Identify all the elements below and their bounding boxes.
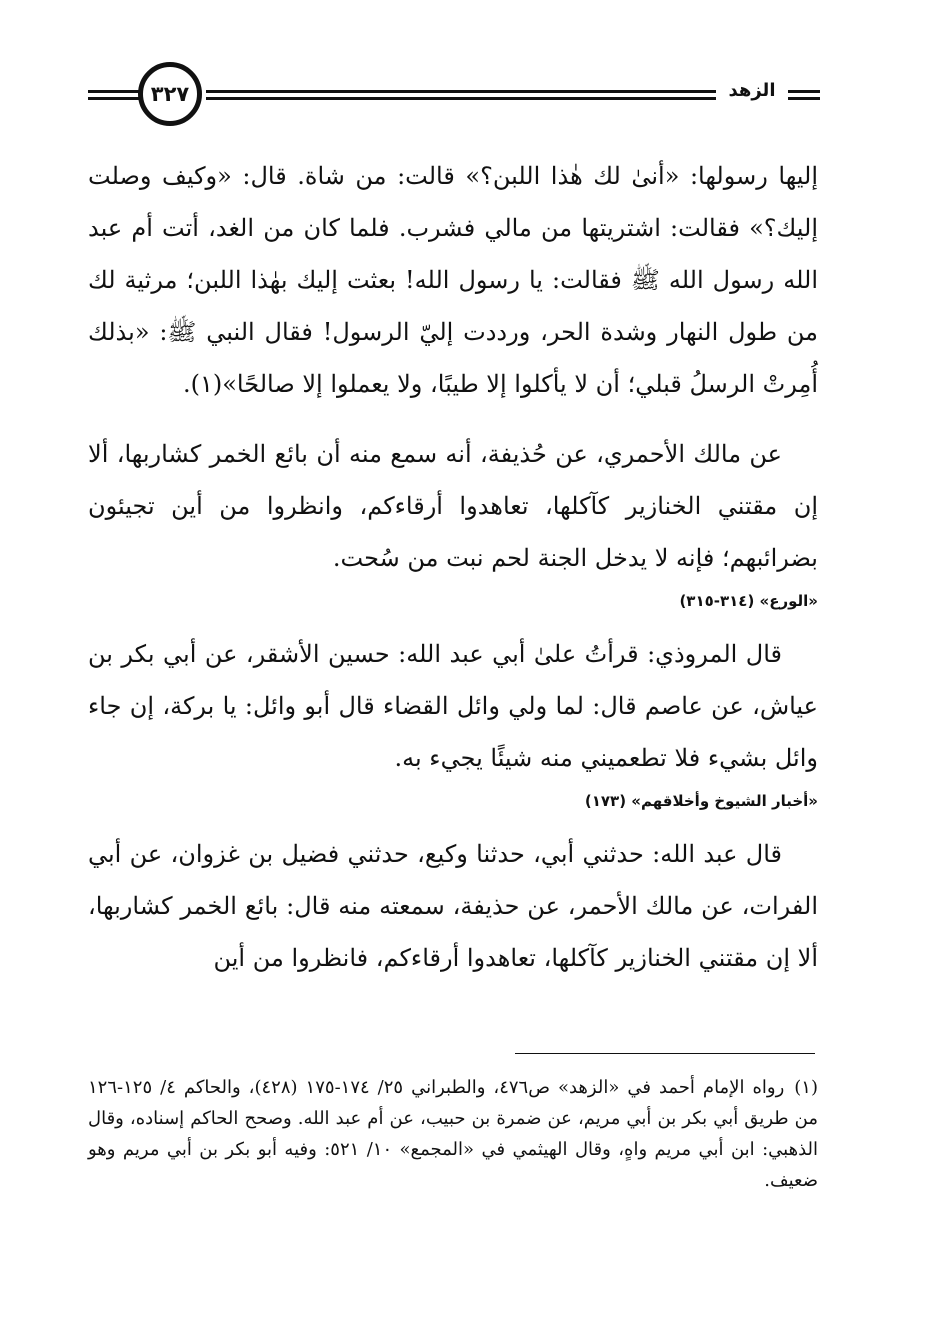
- page-number: ٣٢٧: [138, 62, 202, 126]
- source-citation: «أخبار الشيوخ وأخلاقهم» (١٧٣): [584, 792, 818, 810]
- footnote-separator: [515, 1053, 815, 1054]
- page-header: [88, 62, 820, 132]
- header-rule: [88, 97, 140, 100]
- header-rule: [788, 90, 820, 93]
- paragraph: إليها رسولها: «أنىٰ لك هٰذا اللبن؟» قالت: من شاة. قال: «وكيف وصلت إليك؟» فقالت: اشتريتها من مالي فشرب. فلما كان من الغد، أتت أم عبد الله رسول الله ﷺ فقالت: يا رسول الله! بعثت إليك بهٰذا اللبن؛ مرثية لك من طول النهار وشدة الحر، ورددت إليّ الرسول! فقال النبي ﷺ: «بذلك أُمِرتْ الرسلُ قبلي؛ أن لا يأكلوا إلا طيبًا، ولا يعملوا إلا صالحًا»(١).: [88, 162, 818, 398]
- header-rule: [206, 97, 716, 100]
- main-text: [88, 150, 818, 984]
- paragraph: عن مالك الأحمري، عن حُذيفة، أنه سمع منه أن بائع الخمر كشاربها، ألا إن مقتني الخنازير كآكلها، تعاهدوا أرقاءكم، وانظروا من أين تجيئون بضرائبهم؛ فإنه لا يدخل الجنة لحم نبت من سُحت.: [88, 440, 818, 572]
- source-citation: «الورع» (٣١٤-٣١٥): [679, 592, 818, 610]
- footnote: [88, 1072, 818, 1196]
- header-rule: [88, 90, 140, 93]
- header-rule: [788, 97, 820, 100]
- footnote-text: رواه الإمام أحمد في «الزهد» ص٤٧٦، والطبراني ٢٥/ ١٧٤-١٧٥ (٤٢٨)، والحاكم ٤/ ١٢٥-١٢٦ من طريق أبي بكر بن أبي مريم، عن ضمرة بن حبيب، عن أم عبد الله. وصحح الحاكم إسناده، وقال الذهبي: ابن أبي مريم واهٍ، وقال الهيثمي في «المجمع» ١٠/ ٥٢١: وفيه أبو بكر بن أبي مريم وهو ضعيف.: [88, 1077, 818, 1191]
- running-title: الزهد: [728, 80, 776, 101]
- header-rule: [206, 90, 716, 93]
- footnote-number: (١): [794, 1077, 818, 1098]
- paragraph: قال المروذي: قرأتُ علىٰ أبي عبد الله: حسين الأشقر، عن أبي بكر بن عياش، عن عاصم قال: لما ولي وائل القضاء قال أبو وائل: يا بركة، إن جاء وائل بشيء فلا تطعميني منه شيئًا يجيء به.: [88, 640, 818, 772]
- paragraph: قال عبد الله: حدثني أبي، حدثنا وكيع، حدثني فضيل بن غزوان، عن أبي الفرات، عن مالك الأحمر، عن حذيفة، سمعته منه قال: بائع الخمر كشاربها، ألا إن مقتني الخنازير كآكلها، تعاهدوا أرقاءكم، فانظروا من أين: [88, 840, 818, 972]
